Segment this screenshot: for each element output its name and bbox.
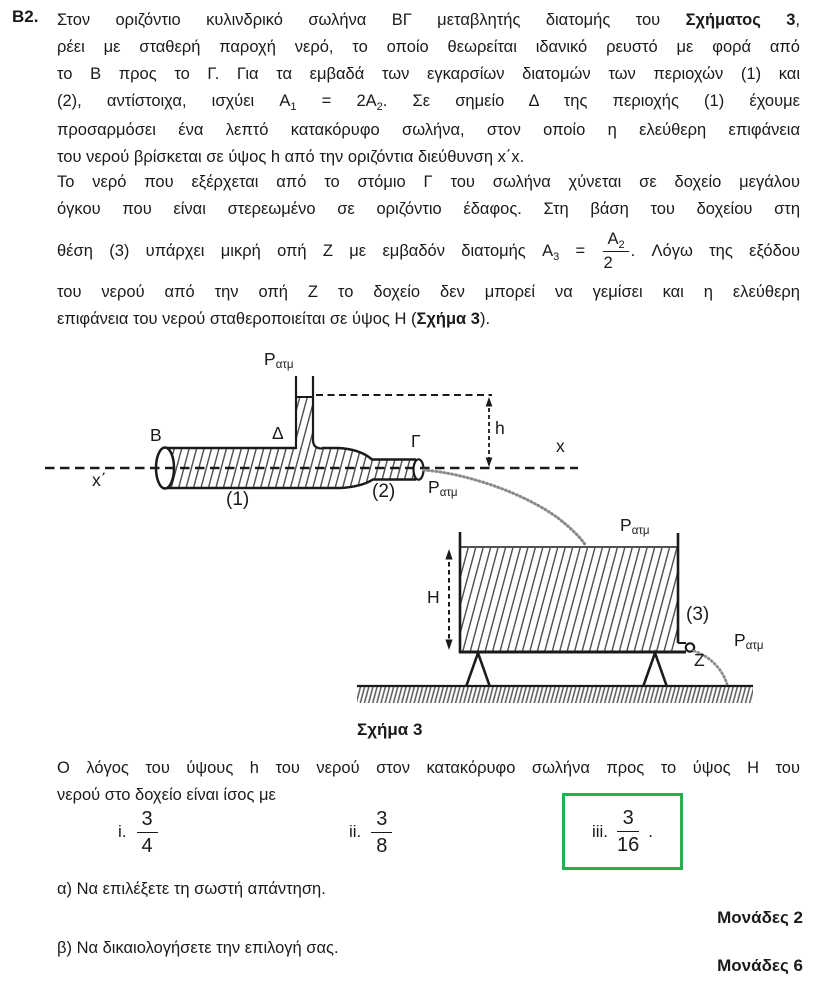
task-a: α) Να επιλέξετε τη σωστή απάντηση. (57, 880, 326, 898)
region-label-1: (1) (226, 489, 250, 510)
fraction-numerator: 3 (371, 808, 392, 833)
axis-label-x: x (556, 436, 565, 456)
height-label-H: H (427, 587, 440, 607)
pressure-subscript: ατμ (631, 525, 650, 537)
text-line (57, 7, 800, 34)
point-label-delta: Δ (272, 423, 284, 443)
math-equals: = (559, 242, 602, 260)
question-text (57, 755, 800, 809)
pressure-subscript: ατμ (745, 640, 764, 652)
text-run: θέση (3) υπάρχει μικρή οπή Ζ με εμβαδόν διατομής (57, 242, 543, 260)
fraction-numerator: 3 (137, 808, 158, 833)
math-subscript: 1 (290, 101, 297, 113)
figure-caption: Σχήμα 3 (357, 720, 423, 739)
text-line: το Β προς το Γ. Για τα εμβαδά των εγκαρσίων διατομών των περιοχών (1) και (57, 65, 800, 83)
text-line: νερού στο δοχείο είναι ίσος με (57, 786, 276, 804)
text-run: επιφάνεια του νερού σταθεροποιείται σε ύψος Η ( (57, 310, 417, 328)
text-line: ρέει με σταθερή παροχή νερό, το οποίο θεωρείται ιδανικό ρευστό με φορά από (57, 38, 800, 56)
text-line: Το νερό που εξέρχεται από το στόμιο Γ του σωλήνα χύνεται σε δοχείο μεγάλου (57, 173, 800, 191)
text-line: του νερού βρίσκεται σε ύψος h από την οριζόντια διεύθυνση x΄x. (57, 148, 525, 166)
option-label: ii. (349, 822, 362, 841)
pressure-symbol: P (428, 477, 440, 497)
text-line: προσαρμόσει ένα λεπτό κατακόρυφο σωλήνα, στον οποίο η ελεύθερη επιφάνεια (57, 121, 800, 139)
option-fraction (137, 808, 158, 857)
pressure-label-atmospheric-hole (734, 631, 764, 650)
fraction-denominator: 8 (376, 834, 388, 857)
text-line: Ο λόγος του ύψους h του νερού στον κατακόρυφο σωλήνα προς το ύψος Η του (57, 759, 800, 777)
region-label-3: (3) (686, 604, 710, 625)
pressure-label-atmospheric-tube (264, 350, 294, 369)
text-run-bold: Σχήμα 3 (416, 310, 480, 328)
text-run: . Λόγω της εξόδου (630, 242, 800, 260)
text-run: . Σε σημείο Δ της περιοχής (1) έχουμε (382, 92, 800, 110)
math-subscript: 3 (553, 251, 560, 263)
pressure-symbol: P (264, 349, 276, 369)
option-fraction (617, 807, 639, 856)
pressure-label-atmospheric-tank (620, 516, 650, 535)
point-label-gamma: Γ (411, 431, 421, 451)
text-run: , (795, 11, 800, 29)
math-a1-equals-2a2 (279, 92, 383, 113)
option-label: iii. (591, 821, 609, 841)
axis-label-x-prime: x΄ (92, 470, 107, 490)
math-base: A (542, 242, 554, 260)
text-run-bold: Σχήματος 3 (685, 11, 796, 29)
option-label: i. (118, 822, 127, 841)
math-a3-equals (542, 230, 631, 273)
points-task-b: Μονάδες 6 (717, 956, 803, 975)
option-fraction (371, 808, 392, 857)
pressure-label-atmospheric-outlet (428, 478, 458, 497)
option-ii (349, 803, 392, 861)
problem-number: B2. (12, 7, 39, 26)
pressure-symbol: P (734, 630, 746, 650)
point-label-B: B (150, 425, 162, 445)
option-suffix: . (648, 821, 654, 841)
math-base: A (279, 92, 291, 110)
points-task-a: Μονάδες 2 (717, 908, 803, 927)
text-run: Στον οριζόντιο κυλινδρικό σωλήνα ΒΓ μεταβλητής διατομής του (57, 11, 686, 29)
option-i (118, 803, 158, 861)
text-line: του νερού από την οπή Ζ το δοχείο δεν μπορεί να γεμίσει και η ελεύθερη (57, 283, 800, 301)
math-subscript: 2 (376, 101, 383, 113)
pressure-subscript: ατμ (275, 359, 294, 371)
paragraph-1 (57, 7, 800, 171)
fraction-denominator: 4 (141, 834, 153, 857)
task-b: β) Να δικαιολογήσετε την επιλογή σας. (57, 939, 339, 957)
math-fraction-a2-over-2 (603, 230, 628, 273)
text-line (57, 306, 800, 333)
fraction-numerator (603, 230, 628, 252)
answer-box (562, 793, 683, 870)
text-run: (2), αντίστοιχα, ισχύει (57, 92, 280, 110)
pressure-subscript: ατμ (439, 487, 458, 499)
fraction-denominator: 16 (617, 834, 640, 856)
math-subscript: 2 (618, 239, 625, 252)
text-line (57, 88, 800, 117)
text-line: όγκου που είναι στερεωμένο σε οριζόντιο έδαφος. Στη βάση του δοχείου στη (57, 200, 800, 218)
text-line-with-fraction (57, 223, 800, 279)
region-label-2: (2) (372, 481, 396, 502)
math-mid: = 2A (296, 92, 377, 110)
math-base: A (607, 230, 619, 249)
paragraph-2 (57, 169, 800, 333)
height-label-h: h (495, 418, 505, 438)
fraction-numerator: 3 (617, 807, 639, 832)
hole-label-Z: Z (694, 650, 705, 670)
fraction-denominator: 2 (603, 254, 613, 273)
pressure-symbol: P (620, 515, 632, 535)
text-run: ). (479, 310, 491, 328)
